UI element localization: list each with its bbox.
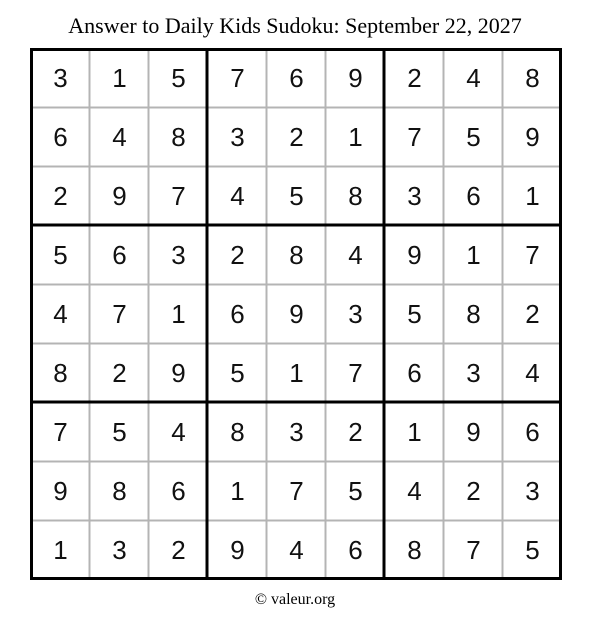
sudoku-cell: 5 xyxy=(230,358,245,388)
sudoku-cell: 4 xyxy=(466,63,481,93)
sudoku-cell: 3 xyxy=(289,417,304,447)
sudoku-cell: 7 xyxy=(171,181,186,211)
sudoku-cell: 2 xyxy=(466,476,481,506)
sudoku-cell: 2 xyxy=(525,299,540,329)
sudoku-cell: 3 xyxy=(230,122,245,152)
sudoku-cell: 5 xyxy=(466,122,481,152)
sudoku-cell: 9 xyxy=(112,181,127,211)
sudoku-cell: 4 xyxy=(53,299,68,329)
sudoku-cell: 8 xyxy=(53,358,68,388)
sudoku-cell: 8 xyxy=(466,299,481,329)
sudoku-cell: 4 xyxy=(348,240,363,270)
sudoku-cell: 4 xyxy=(112,122,127,152)
sudoku-cell: 2 xyxy=(348,417,363,447)
sudoku-cell: 5 xyxy=(112,417,127,447)
sudoku-cell: 7 xyxy=(348,358,363,388)
sudoku-cell: 3 xyxy=(466,358,481,388)
sudoku-cell: 1 xyxy=(407,417,422,447)
sudoku-cell: 1 xyxy=(348,122,363,152)
sudoku-cell: 2 xyxy=(289,122,304,152)
sudoku-cell: 5 xyxy=(348,476,363,506)
sudoku-cell: 3 xyxy=(525,476,540,506)
sudoku-cell: 4 xyxy=(525,358,540,388)
sudoku-cell: 3 xyxy=(407,181,422,211)
sudoku-cell: 5 xyxy=(407,299,422,329)
sudoku-cell: 7 xyxy=(53,417,68,447)
sudoku-cell: 7 xyxy=(525,240,540,270)
sudoku-cell: 1 xyxy=(112,63,127,93)
sudoku-cell: 4 xyxy=(407,476,422,506)
sudoku-cell: 4 xyxy=(230,181,245,211)
sudoku-cell: 3 xyxy=(53,63,68,93)
sudoku-cell: 4 xyxy=(171,417,186,447)
sudoku-cell: 5 xyxy=(171,63,186,93)
sudoku-cell: 7 xyxy=(230,63,245,93)
sudoku-cell: 2 xyxy=(407,63,422,93)
sudoku-cell: 5 xyxy=(53,240,68,270)
sudoku-cell: 9 xyxy=(348,63,363,93)
sudoku-cell: 5 xyxy=(525,535,540,565)
sudoku-cell: 6 xyxy=(112,240,127,270)
sudoku-board xyxy=(30,48,562,580)
sudoku-cell: 6 xyxy=(53,122,68,152)
sudoku-cell: 8 xyxy=(525,63,540,93)
sudoku-cell: 6 xyxy=(466,181,481,211)
sudoku-cell: 6 xyxy=(407,358,422,388)
sudoku-cell: 1 xyxy=(466,240,481,270)
sudoku-cell: 1 xyxy=(525,181,540,211)
sudoku-cell: 9 xyxy=(171,358,186,388)
sudoku-cell: 8 xyxy=(230,417,245,447)
sudoku-cell: 6 xyxy=(230,299,245,329)
sudoku-cell: 9 xyxy=(289,299,304,329)
sudoku-cell: 1 xyxy=(53,535,68,565)
sudoku-cell: 9 xyxy=(407,240,422,270)
sudoku-cell: 9 xyxy=(525,122,540,152)
sudoku-cell: 5 xyxy=(289,181,304,211)
sudoku-cell: 3 xyxy=(171,240,186,270)
sudoku-cell: 6 xyxy=(289,63,304,93)
sudoku-cell: 2 xyxy=(171,535,186,565)
sudoku-cell: 9 xyxy=(53,476,68,506)
sudoku-cell: 1 xyxy=(230,476,245,506)
copyright-footer: © valeur.org xyxy=(254,591,336,608)
sudoku-cell: 7 xyxy=(289,476,304,506)
sudoku-cell: 1 xyxy=(171,299,186,329)
sudoku-cell: 2 xyxy=(53,181,68,211)
sudoku-cell: 9 xyxy=(466,417,481,447)
sudoku-cell: 2 xyxy=(230,240,245,270)
sudoku-cell: 3 xyxy=(348,299,363,329)
sudoku-cell: 7 xyxy=(466,535,481,565)
sudoku-cell: 8 xyxy=(171,122,186,152)
sudoku-cell: 8 xyxy=(407,535,422,565)
sudoku-cell: 6 xyxy=(525,417,540,447)
sudoku-cell: 1 xyxy=(289,358,304,388)
sudoku-cell: 6 xyxy=(171,476,186,506)
sudoku-cell: 3 xyxy=(112,535,127,565)
sudoku-cell: 6 xyxy=(348,535,363,565)
page-title: Answer to Daily Kids Sudoku: September 22, 2027 xyxy=(68,13,522,38)
sudoku-cell: 8 xyxy=(289,240,304,270)
sudoku-cell: 8 xyxy=(112,476,127,506)
sudoku-cell: 7 xyxy=(112,299,127,329)
sudoku-cell: 4 xyxy=(289,535,304,565)
sudoku-cell: 2 xyxy=(112,358,127,388)
sudoku-cell: 8 xyxy=(348,181,363,211)
sudoku-cell: 9 xyxy=(230,535,245,565)
sudoku-cell: 7 xyxy=(407,122,422,152)
